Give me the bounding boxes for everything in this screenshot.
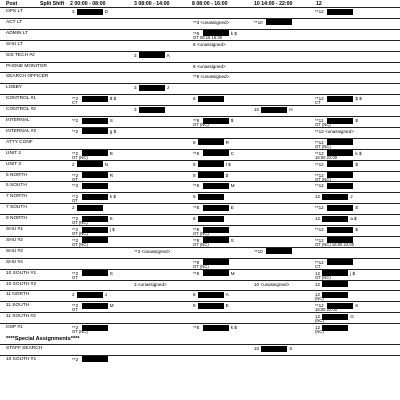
redaction-bar: [139, 85, 165, 91]
redaction-bar: [82, 183, 108, 189]
shift-c4-tag: H: [289, 107, 293, 113]
shift-c1: **2: [72, 303, 79, 309]
shift-c1: **2: [72, 270, 79, 276]
shift-c1-tag: R: [109, 172, 114, 178]
shift-c3-note: OT (NC): [193, 122, 209, 127]
redaction-bar: [77, 161, 103, 167]
shift-c3: **8: [193, 325, 200, 331]
shift-c1: **2: [72, 128, 79, 134]
shift-c4: 10: [254, 346, 260, 351]
redaction-bar: [77, 292, 103, 298]
shift-c3-tag: C: [230, 150, 235, 156]
shift-c1-note: OT: [72, 307, 78, 313]
shift-c1-note: OT: [72, 176, 78, 182]
shift-c4: 10: [254, 107, 260, 113]
shift-c5: 12: [315, 292, 321, 298]
redaction-bar: [82, 96, 108, 102]
shift-c1-tag: N: [104, 161, 108, 167]
redaction-bar: [82, 118, 108, 124]
post-name: CONTROL #2: [6, 107, 36, 113]
redaction-bar: [322, 292, 348, 298]
post-name: 10 SOUTH #2: [6, 281, 37, 287]
shift-c2-tag: A: [166, 52, 170, 58]
shift-c3-tag: $: [225, 172, 229, 178]
shift-c3: 8: [193, 303, 196, 309]
redaction-bar: [198, 96, 224, 102]
shift-c1: 3: [72, 9, 75, 14]
redaction-bar: [327, 96, 353, 102]
redaction-bar: [327, 172, 353, 178]
post-name: SHU #3: [6, 248, 23, 254]
redaction-bar: [82, 303, 108, 309]
post-name: OSP #1: [6, 325, 23, 331]
shift-c3-tag: E: [225, 303, 229, 309]
shift-c5-note: (NC): [315, 318, 324, 324]
shift-c5-note: 16:00 22:00: [315, 307, 338, 313]
post-name: 10 SOUTH #1: [6, 356, 37, 362]
schedule-header: [0, 0, 400, 7]
shift-c1-tag: D: [104, 9, 108, 14]
header-shift-1: 2 00:00 - 08:00: [70, 1, 106, 7]
shift-c4: 10 <unassigned>: [254, 281, 290, 287]
post-name: ACT LT: [6, 19, 23, 25]
redaction-bar: [327, 227, 353, 233]
shift-c1-note: OT (NC): [72, 241, 88, 247]
shift-c3-tag: S: [230, 237, 234, 243]
shift-c5: **12: [315, 150, 324, 156]
post-name: 5 NORTH: [6, 172, 27, 178]
post-name: 7 SOUTH: [6, 205, 27, 211]
shift-c5: **12: [315, 172, 324, 178]
redaction-bar: [327, 183, 353, 189]
shift-c3-tag: k $: [230, 30, 237, 36]
redaction-bar: [139, 107, 165, 113]
shift-c5: 12: [315, 314, 321, 320]
redaction-bar: [82, 172, 108, 178]
redaction-bar: [322, 194, 348, 200]
shift-c1: **2: [72, 216, 79, 222]
redaction-bar: [203, 150, 229, 156]
shift-c5: **12: [315, 205, 324, 211]
redaction-bar: [322, 281, 348, 287]
shift-c1-note: OT: [72, 198, 78, 204]
post-name: ADMIN LT: [6, 30, 29, 36]
shift-c3: **3 <unassigned>: [193, 19, 230, 25]
shift-c5-note: (NC): [315, 329, 324, 335]
shift-c5-tag: $ $: [355, 96, 362, 102]
redaction-bar: [139, 52, 165, 58]
post-name: SHU #2: [6, 237, 23, 243]
shift-c5-tag: $: [355, 227, 358, 232]
shift-c5-note: CT: [315, 100, 321, 106]
post-name: UNIT 3: [6, 161, 22, 167]
redaction-bar: [327, 118, 353, 124]
header-split: Split Shift: [40, 1, 65, 7]
shift-c3: 8: [193, 292, 196, 298]
shift-c1-note: OT (NC): [72, 329, 88, 335]
post-name: ATTY CONF: [6, 139, 33, 145]
shift-c5: **12: [315, 96, 324, 102]
shift-c5-note: OT (NC): [315, 122, 331, 127]
shift-c3: **8: [193, 30, 200, 36]
shift-c3: **8: [193, 150, 200, 156]
header-shift-4: 10 14:00 - 22:00: [254, 1, 293, 7]
shift-c5-note: OT (NC) 16:00 22:00: [315, 241, 355, 247]
redaction-bar: [261, 107, 287, 113]
post-name: 11 SOUTH #2: [6, 314, 36, 320]
shift-c5: **12 <unassigned>: [315, 128, 354, 134]
shift-c1: **2: [72, 96, 79, 102]
shift-c5-note: OT (NC): [315, 274, 331, 280]
shift-c1: **2: [72, 237, 79, 243]
shift-c3: 8: [193, 139, 196, 145]
post-name: 10 SOUTH #1: [6, 270, 37, 276]
shift-c5-tag: E: [355, 205, 359, 211]
post-name: SIS TECH #2: [6, 52, 35, 58]
header-shift-5: 12: [316, 1, 322, 7]
post-name: PHONE MONITOR: [6, 63, 47, 69]
shift-c5-note: CT: [315, 263, 321, 269]
shift-c1-tag: g $: [109, 128, 117, 134]
post-name: CONTROL #1: [6, 96, 36, 102]
shift-c1-note: OT (NC): [72, 154, 88, 160]
redaction-bar: [327, 259, 353, 265]
shift-c3-note: OT (NC): [193, 241, 209, 247]
shift-c5: **12: [315, 237, 324, 243]
post-name: SEARCH OFFICER: [6, 74, 49, 80]
shift-c1-tag: S: [109, 118, 113, 123]
shift-c1: **2: [72, 227, 79, 232]
shift-c3: **8: [193, 227, 200, 232]
shift-c3-note: OT (NC): [193, 231, 209, 236]
shift-c1-note: OT (NC): [72, 231, 88, 236]
shift-c1: 2: [72, 292, 75, 298]
redaction-bar: [198, 172, 224, 178]
post-name: SHU LT: [6, 41, 23, 47]
redaction-bar: [203, 325, 229, 331]
shift-c5: **12: [315, 9, 324, 14]
shift-c5: 12: [315, 325, 321, 331]
shift-c1: **2: [72, 118, 79, 123]
shift-c5: 12: [315, 281, 321, 287]
header-shift-2: 3 08:00 - 14:00: [134, 1, 170, 7]
shift-c5: 12: [315, 194, 321, 200]
schedule-row: [0, 323, 400, 335]
shift-c3: 8: [193, 96, 196, 102]
shift-c1: 2: [72, 205, 75, 211]
post-name: OPS LT: [6, 9, 23, 14]
post-name: 7 NORTH: [6, 194, 27, 200]
shift-c4: **10: [254, 19, 263, 25]
post-name: 9 NORTH: [6, 216, 27, 222]
shift-c5-note: 16:00 22:00: [315, 154, 338, 160]
shift-c5-note: OT (NC): [315, 176, 331, 182]
shift-c5-tag: K: [355, 303, 359, 309]
shift-c2: 3: [134, 52, 137, 58]
post-name: 11 SOUTH: [6, 303, 30, 309]
shift-c2: 3 <unassigned>: [134, 281, 167, 287]
post-name: LOBBY: [6, 85, 22, 91]
shift-c5-note: OT (NC): [315, 143, 331, 149]
redaction-bar: [327, 205, 353, 211]
post-name: SHU #4: [6, 259, 23, 265]
shift-c1: **2: [72, 194, 79, 200]
redaction-bar: [77, 9, 103, 15]
shift-c3-tag: M: [230, 270, 235, 276]
shift-c5-tag: G: [350, 314, 354, 320]
shift-c1: **2: [72, 356, 79, 362]
post-name: SHU #1: [6, 227, 23, 232]
shift-c1: **2: [72, 325, 79, 331]
shift-c1-note: OT: [72, 274, 78, 280]
shift-c3-tag: k $: [230, 325, 237, 331]
redaction-bar: [198, 139, 224, 145]
shift-c5: **12: [315, 303, 324, 309]
post-name: UNIT 2: [6, 150, 22, 156]
shift-c1: 2: [72, 161, 75, 167]
post-name: 11 NORTH: [6, 292, 30, 298]
shift-c5-tag: $: [355, 161, 358, 167]
shift-c1-note: OT (NC): [72, 220, 88, 226]
header-post: Post: [6, 1, 18, 7]
shift-c5: 12: [315, 216, 321, 222]
shift-c3: 8 <unassigned>: [193, 41, 226, 47]
shift-c1-tag: k $: [109, 194, 116, 200]
redaction-bar: [322, 314, 348, 320]
shift-c1-note: CT: [72, 100, 78, 106]
redaction-bar: [82, 128, 108, 134]
redaction-bar: [203, 270, 229, 276]
shift-c5-tag: a $: [350, 216, 357, 222]
shift-c3: **8: [193, 259, 200, 265]
shift-c5: **12: [315, 161, 324, 167]
shift-c5: **12: [315, 227, 324, 232]
shift-c3-tag: M: [230, 183, 235, 189]
redaction-bar: [82, 270, 108, 276]
shift-c1-tag: j $: [109, 227, 115, 232]
post-name: INTERNAL #2: [6, 128, 37, 134]
shift-c1: **2: [72, 172, 79, 178]
shift-c3-note: OT 08:15 16:30: [193, 34, 223, 40]
redaction-bar: [198, 216, 224, 222]
redaction-bar: [322, 216, 348, 222]
redaction-bar: [266, 19, 292, 25]
shift-c5: **12: [315, 118, 324, 123]
shift-c4-tag: S: [289, 346, 293, 351]
shift-c3: 8: [193, 172, 196, 178]
shift-c3-tag: E: [230, 205, 234, 211]
shift-c5: **12: [315, 183, 324, 189]
shift-c3: **8: [193, 237, 200, 243]
shift-c2-tag: J: [166, 85, 169, 91]
shift-c1: **2: [72, 183, 79, 189]
shift-c1-tag: B: [109, 150, 113, 156]
post-name: 5 SOUTH: [6, 183, 27, 189]
redaction-bar: [198, 303, 224, 309]
redaction-bar: [261, 346, 287, 352]
shift-c3: 8: [193, 216, 196, 222]
post-name: INTERNAL: [6, 118, 30, 123]
shift-c3: **8: [193, 118, 200, 123]
shift-c2: **3 <unassigned>: [134, 248, 171, 254]
redaction-bar: [327, 161, 353, 167]
shift-c1-tag: K: [109, 216, 113, 222]
schedule-row: [0, 355, 400, 367]
shift-c5: 12: [315, 270, 321, 276]
shift-c3: **8: [193, 270, 200, 276]
shift-c3: **8: [193, 205, 200, 211]
header-shift-3: 8 08:00 - 16:00: [192, 1, 228, 7]
redaction-bar: [266, 248, 292, 254]
shift-c1-tag: J: [104, 292, 107, 298]
redaction-bar: [203, 183, 229, 189]
post-name: STAFF SEARCH: [6, 346, 43, 351]
redaction-bar: [82, 356, 108, 362]
redaction-bar: [327, 139, 353, 145]
redaction-bar: [82, 194, 108, 200]
shift-c3-tag: I $: [225, 161, 231, 167]
shift-c4: **10: [254, 248, 263, 254]
shift-c3-note: OT (NC): [193, 263, 209, 269]
shift-c3: **8: [193, 183, 200, 189]
shift-c3: 8: [193, 161, 196, 167]
shift-c2: 3: [134, 107, 137, 113]
shift-c1: **2: [72, 150, 79, 156]
special-assignments-heading: ****Special Assignments****: [6, 336, 80, 342]
shift-c1-tag: $ $: [109, 96, 117, 102]
shift-c2: 3: [134, 85, 137, 91]
shift-c5: **12: [315, 139, 324, 145]
shift-c3: **8 <unassigned>: [193, 74, 230, 80]
shift-c5-tag: J: [350, 194, 353, 200]
shift-c3-tag: R: [225, 139, 229, 145]
redaction-bar: [327, 9, 353, 15]
shift-c3-tag: $: [230, 118, 234, 123]
shift-c1-tag: M: [109, 303, 114, 309]
shift-c5-note: (NC): [315, 296, 324, 302]
shift-c5-tag: k $: [355, 150, 362, 156]
redaction-bar: [322, 325, 348, 331]
redaction-bar: [198, 161, 224, 167]
shift-c5-tag: j $: [350, 270, 356, 276]
shift-c1-tag: S: [109, 270, 113, 276]
shift-c5-tag: $: [355, 118, 358, 123]
redaction-bar: [203, 205, 229, 211]
shift-c5: **12: [315, 259, 324, 265]
shift-c3: 8: [193, 194, 196, 200]
shift-c3: 8 <unassigned>: [193, 63, 226, 69]
shift-c3-tag: A: [225, 292, 229, 298]
redaction-bar: [198, 292, 224, 298]
redaction-bar: [198, 194, 224, 200]
redaction-bar: [77, 205, 103, 211]
